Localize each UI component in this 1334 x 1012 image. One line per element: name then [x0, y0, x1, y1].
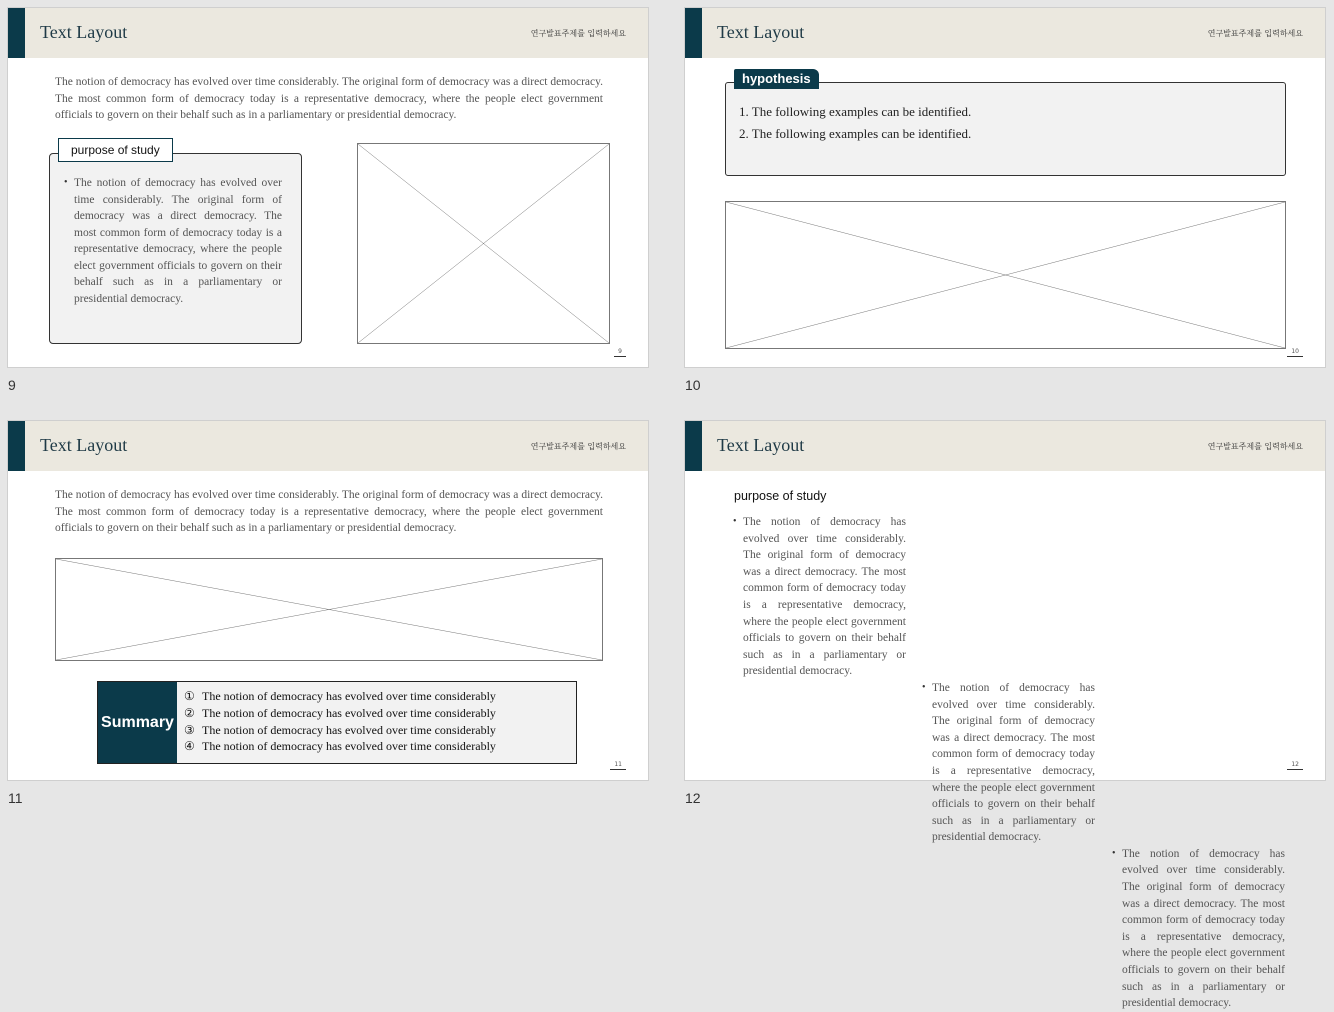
slide-subtitle: 연구발표주제를 입력하세요: [1207, 442, 1303, 451]
summary-item: [184, 738, 496, 755]
slide-11[interactable]: [7, 420, 649, 781]
hypothesis-item: 2. The following examples can be identified.: [739, 126, 972, 141]
hypothesis-item: 1. The following examples can be identified.: [739, 104, 972, 119]
slide-number-label: 12: [685, 790, 701, 806]
image-placeholder-icon: [55, 558, 603, 661]
slide-subtitle: 연구발표주제를 입력하세요: [1207, 29, 1303, 38]
purpose-box: [49, 153, 302, 344]
slide-number-label: 10: [685, 377, 701, 393]
circled-number: ③: [184, 722, 195, 737]
slide-subtitle: 연구발표주제를 입력하세요: [530, 29, 626, 38]
intro-paragraph: The notion of democracy has evolved over time considerably. The original form of democracy was a direct democracy. The most common form of democracy today is a representative democracy, where the people elect government officials to govern on their behalf such as in a parliamentary or presidential democracy.: [55, 76, 603, 121]
slide-header: [8, 8, 648, 58]
header-accent-bar: [685, 8, 702, 58]
image-placeholder-icon: [725, 201, 1286, 349]
summary-item-text: The notion of democracy has evolved over time considerably: [202, 705, 496, 720]
summary-box: [97, 681, 577, 764]
header-accent-bar: [685, 421, 702, 471]
header-accent-bar: [8, 8, 25, 58]
header-accent-bar: [8, 421, 25, 471]
purpose-box-label: purpose of study: [58, 138, 173, 162]
page-number: 9: [614, 348, 626, 357]
slide-title: Text Layout: [40, 435, 128, 455]
summary-item-text: The notion of democracy has evolved over time considerably: [202, 689, 496, 703]
text-column: • The notion of democracy has evolved over time considerably. The original form of democracy was a direct democracy. The most common form of democracy today is a representative democracy, where the people elect government officials to govern on their behalf such as in a parliamentary or presidential democracy.: [1112, 846, 1285, 1012]
hypothesis-box: [725, 82, 1286, 176]
circled-number: ④: [184, 739, 195, 754]
slide-header: [8, 421, 648, 471]
slide-12[interactable]: [684, 420, 1326, 1010]
slide-9[interactable]: [7, 7, 649, 368]
page-number: 10: [1287, 348, 1303, 357]
summary-label: Summary: [98, 682, 177, 763]
page-number: 12: [1287, 761, 1303, 770]
circled-number: ①: [184, 689, 195, 703]
summary-item-text: The notion of democracy has evolved over time considerably: [202, 722, 496, 737]
text-column: • The notion of democracy has evolved over time considerably. The original form of democracy was a direct democracy. The most common form of democracy today is a representative democracy, where the people elect government officials to govern on their behalf such as in a parliamentary or presidential democracy.: [922, 680, 1095, 846]
slide-number-label: 11: [8, 790, 23, 806]
image-placeholder-icon: [357, 143, 610, 344]
text-column: • The notion of democracy has evolved over time considerably. The original form of democracy was a direct democracy. The most common form of democracy today is a representative democracy, where the people elect government officials to govern on their behalf such as in a parliamentary or presidential democracy.: [733, 514, 906, 680]
hypothesis-label: hypothesis: [734, 69, 819, 89]
purpose-box-text: • The notion of democracy has evolved over time considerably. The original form of democracy was a direct democracy. The most common form of democracy today is a representative democracy, where the people elect government officials to govern on their behalf such as in a parliamentary or presidential democracy.: [64, 175, 282, 307]
slide-title: Text Layout: [717, 435, 805, 455]
page-number: 11: [610, 761, 626, 770]
slide-10[interactable]: [684, 7, 1326, 368]
summary-item: [184, 688, 496, 705]
summary-item: [184, 705, 496, 722]
slide-title: Text Layout: [717, 22, 805, 42]
slide-title: Text Layout: [40, 22, 128, 42]
slide-header: [685, 421, 1325, 471]
slide-number-label: 9: [8, 377, 16, 393]
intro-paragraph: The notion of democracy has evolved over time considerably. The original form of democracy was a direct democracy. The most common form of democracy today is a representative democracy, where the people elect government officials to govern on their behalf such as in a parliamentary or presidential democracy.: [55, 489, 603, 534]
summary-item: [184, 722, 496, 739]
section-heading: purpose of study: [734, 489, 827, 503]
slide-subtitle: 연구발표주제를 입력하세요: [530, 442, 626, 451]
summary-item-text: The notion of democracy has evolved over time considerably: [202, 739, 496, 754]
circled-number: ②: [184, 705, 195, 720]
slide-header: [685, 8, 1325, 58]
